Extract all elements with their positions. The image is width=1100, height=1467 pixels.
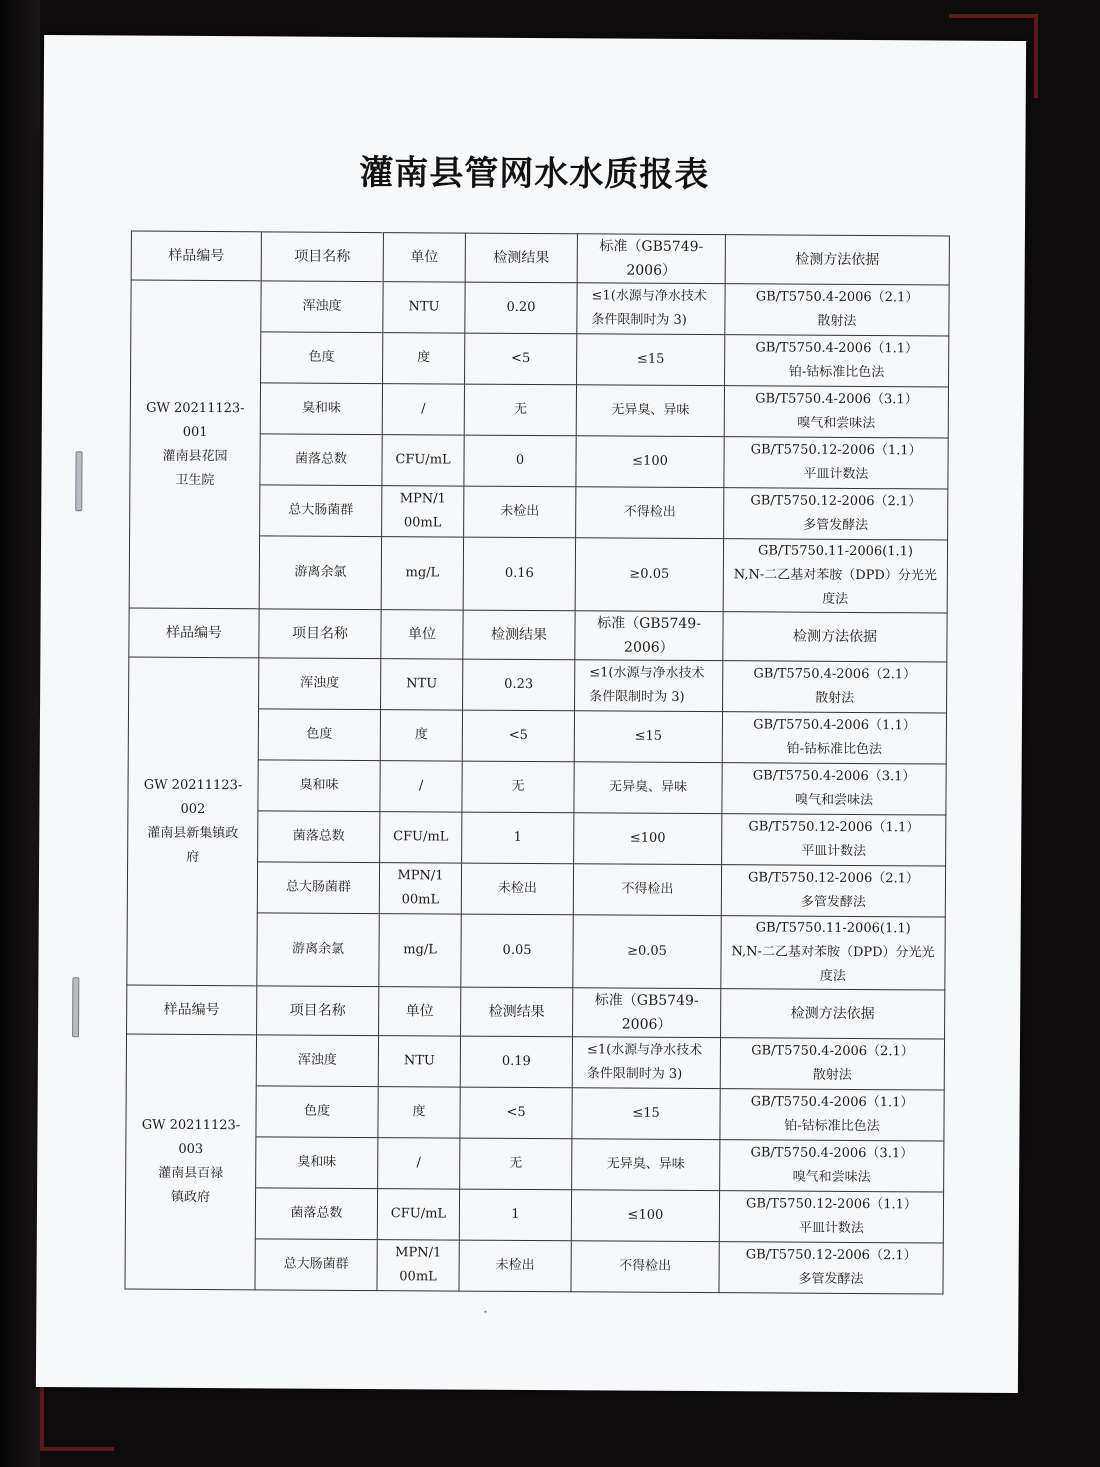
report-paper bbox=[36, 35, 1026, 1393]
sample-id: GW 20211123-003 bbox=[141, 1117, 241, 1158]
method-standard-code: GB/T5750.4-2006（3.1） bbox=[755, 391, 918, 408]
standard-cell: 无异臭、异味 bbox=[576, 385, 724, 437]
unit-cell: / bbox=[378, 1138, 460, 1189]
column-header: 样品编号 bbox=[131, 231, 261, 281]
result-cell: 未检出 bbox=[464, 486, 576, 538]
result-cell: <5 bbox=[460, 1087, 572, 1139]
result-cell: 0.19 bbox=[460, 1036, 572, 1088]
method-cell bbox=[724, 386, 948, 438]
unit-cell: mg/L bbox=[379, 914, 461, 987]
method-name: N,N-二乙基对苯胺（DPD）分光光 bbox=[731, 944, 935, 961]
method-standard-code: GB/T5750.12-2006（1.1） bbox=[748, 819, 920, 836]
item-name-cell: 总大肠菌群 bbox=[260, 485, 382, 537]
column-header: 项目名称 bbox=[261, 232, 383, 282]
method-name: 散射法 bbox=[817, 313, 857, 329]
unit-cell: 度 bbox=[378, 1087, 460, 1138]
method-standard-code: GB/T5750.12-2006（1.1） bbox=[750, 442, 922, 459]
method-name: 铂-钴标准比色法 bbox=[786, 741, 883, 758]
unit-cell: CFU/mL bbox=[382, 435, 464, 486]
method-name: 多管发酵法 bbox=[803, 517, 869, 534]
item-name-cell: 总大肠菌群 bbox=[255, 1239, 377, 1291]
method-cell bbox=[721, 865, 945, 917]
header-row bbox=[127, 985, 945, 1039]
standard-cell: ≤100 bbox=[576, 436, 724, 488]
method-cell bbox=[722, 763, 946, 815]
column-header: 标准（GB5749-2006） bbox=[573, 988, 721, 1038]
unit-cell: mg/L bbox=[381, 537, 463, 610]
method-standard-code: GB/T5750.11-2006(1.1) bbox=[757, 543, 914, 560]
sample-location: 府 bbox=[186, 849, 200, 865]
method-name: 平皿计数法 bbox=[801, 843, 867, 860]
standard-cell: ≤1(水源与净水技术条件限制时为 3) bbox=[575, 660, 723, 712]
standard-cell: ≥0.05 bbox=[575, 538, 723, 612]
method-standard-code: GB/T5750.4-2006（2.1） bbox=[751, 1043, 914, 1060]
standard-cell: ≤100 bbox=[571, 1190, 719, 1242]
standard-cell: 无异臭、异味 bbox=[572, 1139, 720, 1191]
result-cell: 1 bbox=[459, 1189, 571, 1241]
item-name-cell: 游离余氯 bbox=[257, 913, 379, 987]
header-row bbox=[129, 608, 947, 662]
item-name-cell: 浑浊度 bbox=[256, 1035, 378, 1087]
table-row bbox=[126, 1034, 944, 1090]
method-name: 嗅气和尝味法 bbox=[794, 792, 874, 809]
column-header: 单位 bbox=[383, 233, 465, 282]
result-cell: <5 bbox=[462, 710, 574, 762]
item-name-cell: 臭和味 bbox=[260, 383, 382, 435]
unit-cell: NTU bbox=[381, 659, 463, 710]
standard-cell: 不得检出 bbox=[571, 1241, 719, 1293]
method-cell bbox=[719, 1242, 943, 1294]
unit-cell: CFU/mL bbox=[377, 1189, 459, 1241]
item-name-cell: 菌落总数 bbox=[260, 434, 382, 486]
table-row bbox=[129, 657, 947, 713]
sample-location: 灌南县花园 bbox=[162, 448, 228, 464]
method-cell bbox=[724, 488, 948, 540]
column-header: 检测方法依据 bbox=[725, 235, 949, 285]
column-header: 项目名称 bbox=[257, 986, 379, 1036]
item-name-cell: 色度 bbox=[261, 332, 383, 384]
unit-cell: CFU/mL bbox=[380, 812, 462, 864]
standard-cell: ≤1(水源与净水技术条件限制时为 3) bbox=[572, 1037, 720, 1089]
method-name: 散射法 bbox=[815, 690, 855, 706]
item-name-cell: 臭和味 bbox=[256, 1137, 378, 1189]
method-standard-code: GB/T5750.12-2006（1.1） bbox=[746, 1196, 918, 1213]
standard-cell: ≤15 bbox=[572, 1088, 720, 1140]
result-cell: 0 bbox=[464, 435, 576, 487]
method-name: 度法 bbox=[822, 591, 849, 607]
method-cell bbox=[720, 1140, 944, 1192]
unit-cell: NTU bbox=[383, 282, 465, 333]
method-cell bbox=[724, 437, 948, 489]
method-standard-code: GB/T5750.12-2006（2.1） bbox=[745, 1247, 917, 1264]
column-header: 检测结果 bbox=[463, 610, 575, 660]
method-standard-code: GB/T5750.4-2006（3.1） bbox=[750, 1145, 914, 1162]
result-cell: 未检出 bbox=[461, 863, 573, 915]
method-cell bbox=[722, 814, 946, 866]
method-standard-code: GB/T5750.12-2006（2.1） bbox=[748, 870, 919, 887]
result-cell: 无 bbox=[464, 384, 576, 436]
method-name: 多管发酵法 bbox=[798, 1271, 864, 1288]
sample-location: 卫生院 bbox=[175, 472, 215, 488]
result-cell: 0.23 bbox=[463, 659, 575, 711]
method-standard-code: GB/T5750.11-2006(1.1) bbox=[755, 920, 911, 937]
header-row bbox=[131, 231, 949, 285]
method-cell bbox=[723, 661, 947, 713]
unit-cell: MPN/100mL bbox=[382, 486, 464, 537]
column-header: 项目名称 bbox=[259, 609, 381, 659]
sample-id: GW 20211123-002 bbox=[143, 777, 243, 817]
column-header: 单位 bbox=[381, 610, 463, 660]
standard-cell: 不得检出 bbox=[573, 864, 721, 916]
column-header: 检测方法依据 bbox=[721, 989, 945, 1039]
method-name: 嗅气和尝味法 bbox=[792, 1169, 871, 1186]
unit-cell: / bbox=[382, 384, 464, 435]
method-cell bbox=[720, 1038, 944, 1090]
method-name: 散射法 bbox=[812, 1067, 852, 1083]
item-name-cell: 浑浊度 bbox=[259, 658, 381, 710]
report-title: 灌南县管网水水质报表 bbox=[359, 152, 710, 196]
result-cell: 1 bbox=[462, 812, 574, 864]
result-cell: 0.05 bbox=[461, 914, 573, 988]
result-cell: 0.16 bbox=[463, 537, 575, 611]
item-name-cell: 浑浊度 bbox=[261, 281, 383, 333]
method-cell bbox=[725, 284, 949, 336]
method-standard-code: GB/T5750.12-2006（2.1） bbox=[750, 493, 922, 510]
column-header: 标准（GB5749-2006） bbox=[577, 234, 725, 284]
result-cell: <5 bbox=[465, 333, 577, 385]
method-cell bbox=[719, 1191, 943, 1243]
column-header: 检测方法依据 bbox=[723, 612, 947, 662]
item-name-cell: 菌落总数 bbox=[255, 1188, 377, 1240]
sample-id-cell bbox=[125, 1034, 257, 1290]
method-name: 平皿计数法 bbox=[798, 1220, 864, 1237]
method-name: 多管发酵法 bbox=[800, 894, 866, 911]
method-standard-code: GB/T5750.4-2006（1.1） bbox=[753, 717, 916, 734]
sample-id: GW 20211123-001 bbox=[146, 400, 245, 440]
column-header: 检测结果 bbox=[461, 987, 573, 1037]
method-cell bbox=[723, 539, 947, 613]
unit-cell: 度 bbox=[383, 333, 465, 384]
method-standard-code: GB/T5750.4-2006（2.1） bbox=[753, 666, 917, 683]
unit-cell: MPN/100mL bbox=[379, 863, 461, 914]
method-standard-code: GB/T5750.4-2006（2.1） bbox=[755, 289, 919, 306]
standard-cell: ≤15 bbox=[574, 711, 722, 763]
method-name: 度法 bbox=[819, 968, 846, 984]
column-header: 单位 bbox=[379, 987, 461, 1037]
method-cell bbox=[720, 1089, 944, 1141]
standard-cell: ≥0.05 bbox=[573, 915, 721, 989]
method-standard-code: GB/T5750.4-2006（1.1） bbox=[755, 340, 919, 357]
result-cell: 无 bbox=[462, 761, 574, 813]
item-name-cell: 色度 bbox=[258, 709, 380, 761]
method-standard-code: GB/T5750.4-2006（3.1） bbox=[752, 768, 916, 785]
item-name-cell: 游离余氯 bbox=[259, 536, 381, 610]
method-name: 铂-钴标准比色法 bbox=[784, 1118, 880, 1135]
standard-cell: ≤100 bbox=[574, 813, 722, 865]
method-name: N,N-二乙基对苯胺（DPD）分光光 bbox=[733, 567, 937, 584]
column-header: 标准（GB5749-2006） bbox=[575, 611, 723, 661]
item-name-cell: 臭和味 bbox=[258, 760, 380, 812]
method-name: 嗅气和尝味法 bbox=[797, 415, 876, 432]
result-cell: 0.20 bbox=[465, 282, 577, 334]
sample-location: 灌南县新集镇政 bbox=[147, 825, 239, 841]
unit-cell: 度 bbox=[380, 710, 462, 762]
method-cell bbox=[721, 916, 945, 990]
result-cell: 无 bbox=[460, 1138, 572, 1190]
staple bbox=[75, 451, 82, 511]
sample-location: 镇政府 bbox=[170, 1189, 211, 1206]
method-cell bbox=[722, 712, 946, 764]
standard-cell: ≤15 bbox=[577, 334, 725, 386]
sample-id-cell bbox=[127, 657, 259, 986]
method-standard-code: GB/T5750.4-2006（1.1） bbox=[750, 1094, 914, 1111]
column-header: 样品编号 bbox=[127, 985, 257, 1035]
background bbox=[0, 0, 40, 1467]
unit-cell: NTU bbox=[378, 1036, 460, 1088]
sample-location: 灌南县百禄 bbox=[158, 1165, 224, 1182]
column-header: 检测结果 bbox=[465, 233, 577, 283]
staple bbox=[72, 977, 79, 1037]
item-name-cell: 总大肠菌群 bbox=[257, 862, 379, 914]
result-cell: 未检出 bbox=[459, 1240, 571, 1292]
method-name: 铂-钴标准比色法 bbox=[788, 364, 885, 381]
standard-cell: 不得检出 bbox=[576, 487, 724, 539]
paper-speck bbox=[484, 1311, 486, 1313]
method-cell bbox=[725, 335, 949, 387]
unit-cell: / bbox=[380, 761, 462, 812]
table-row bbox=[131, 280, 949, 336]
sample-id-cell bbox=[129, 280, 261, 609]
water-quality-table bbox=[124, 231, 949, 1295]
item-name-cell: 菌落总数 bbox=[258, 811, 380, 863]
column-header: 样品编号 bbox=[129, 608, 259, 658]
item-name-cell: 色度 bbox=[256, 1086, 378, 1138]
unit-cell: MPN/100mL bbox=[377, 1240, 459, 1292]
method-name: 平皿计数法 bbox=[803, 466, 869, 483]
standard-cell: 无异臭、异味 bbox=[574, 762, 722, 814]
standard-cell: ≤1(水源与净水技术条件限制时为 3) bbox=[577, 283, 725, 335]
